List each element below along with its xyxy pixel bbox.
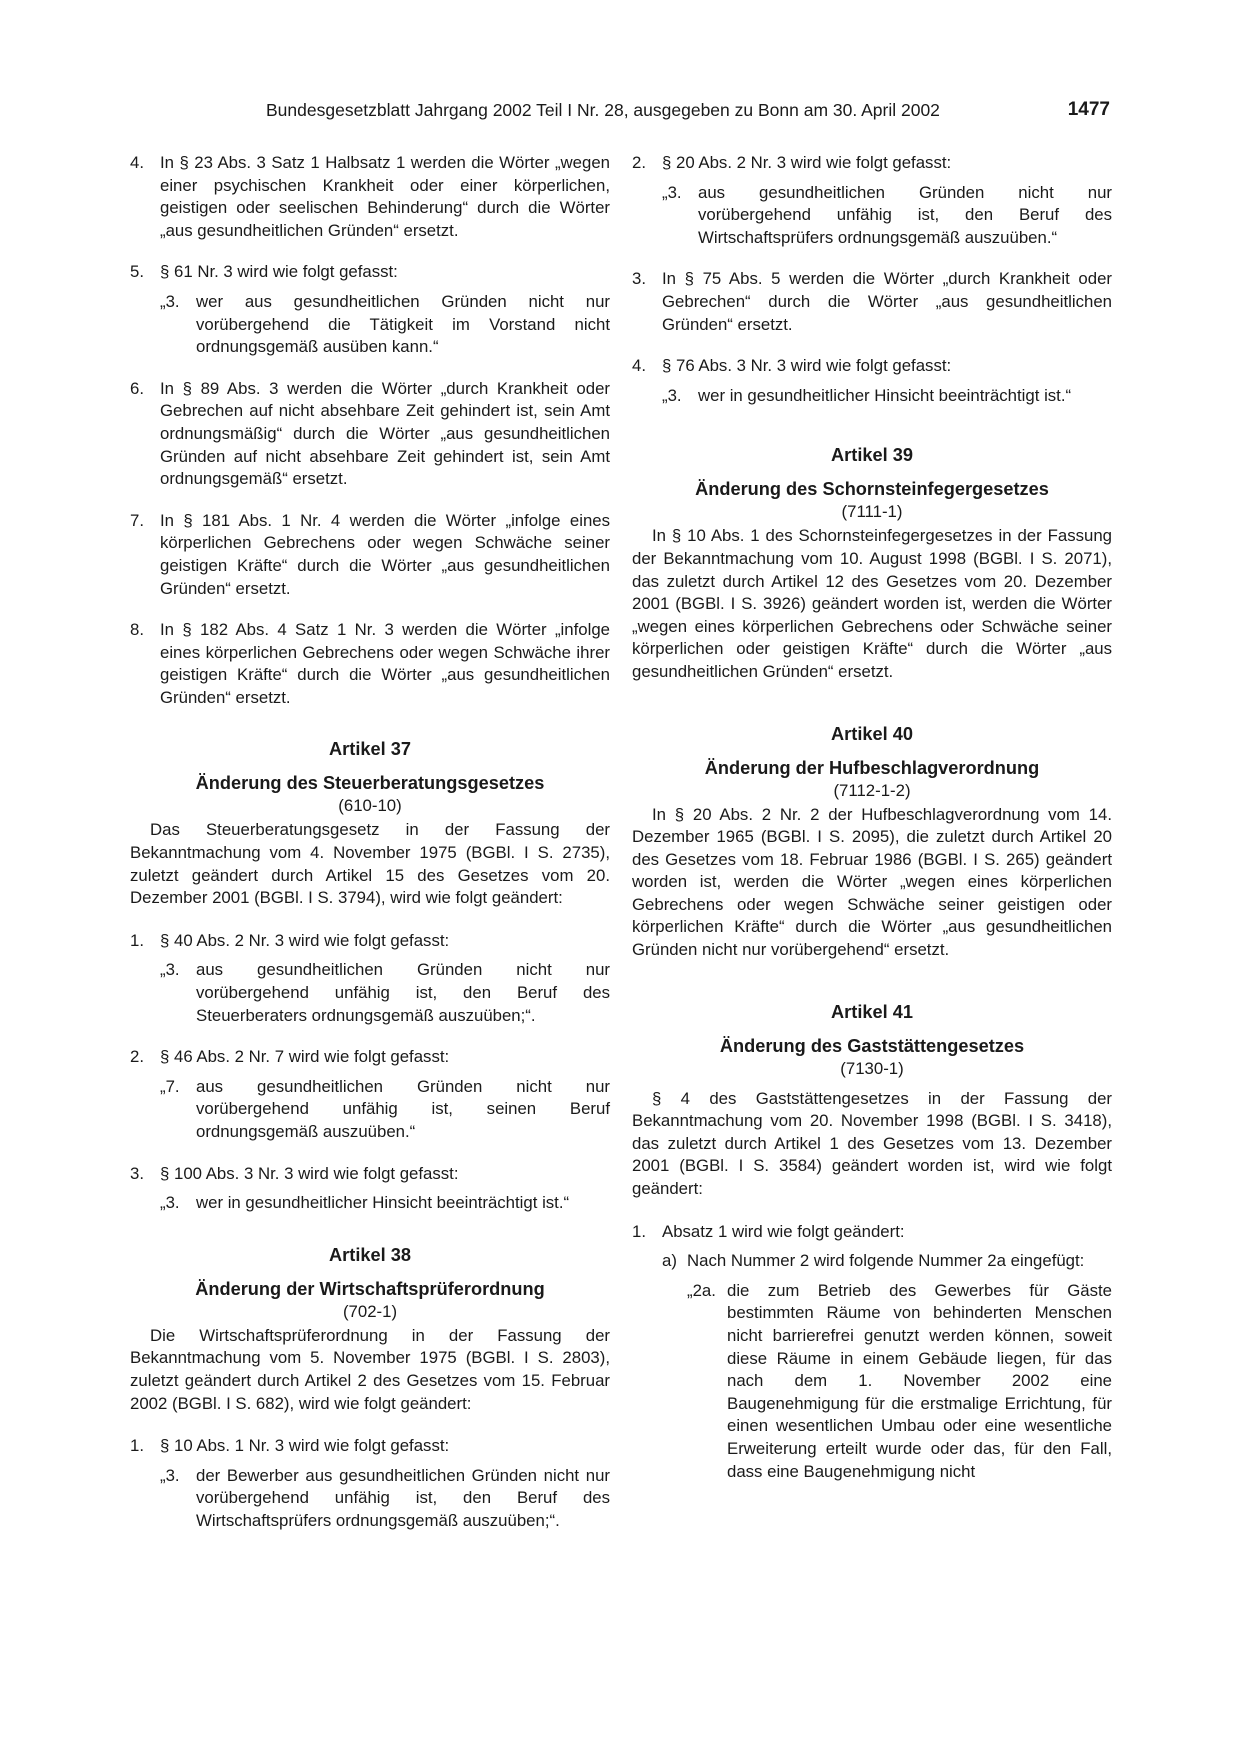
item-text: § 46 Abs. 2 Nr. 7 wird wie folgt gefasst: [160, 1047, 450, 1067]
list-item [130, 510, 610, 600]
article-intro: Die Wirtschaftsprüferordnung in der Fassung der Bekanntmachung vom 5. November 1975 (BGBl. I S. 2803), zuletzt geändert durch Artikel 2 des Gesetzes vom 15. Februar 2002 (BGBl. I S. 682), wird wie folgt geändert: [130, 1325, 610, 1413]
article-intro: Das Steuerberatungsgesetz in der Fassung der Bekanntmachung vom 4. November 1975 (BGBl. I S. 2735), zuletzt geändert durch Artikel 15 des Gesetzes vom 20. Dezember 2001 (BGBl. I S. 3794), wird wie folgt geändert: [130, 820, 610, 908]
quote-text: wer aus gesundheitlichen Gründen nicht nur vorübergehend die Tätigkeit im Vorstand nicht ordnungsgemäß ausüben kann.“ [196, 291, 610, 357]
quote-text: wer in gesundheitlicher Hinsicht beeinträchtigt ist.“ [698, 385, 1072, 405]
article-title: Artikel 38 [329, 1244, 411, 1265]
item-text: In § 182 Abs. 4 Satz 1 Nr. 3 werden die Wörter „infolge eines körperlichen Gebrechens oder wegen Schwäche ihrer geistigen Kräfte“ durch die Wörter „aus gesundheitlichen Gründen“ ersetzt. [160, 620, 610, 707]
item-text: Absatz 1 wird wie folgt geändert: [662, 1221, 905, 1241]
article-title: Artikel 41 [831, 1001, 913, 1022]
article-title: Artikel 40 [831, 723, 913, 744]
item-number: 2. [130, 1047, 144, 1067]
article-heading: Änderung des Gaststättengesetzes [719, 1035, 1025, 1056]
quoted-text [130, 291, 610, 359]
item-number: 3. [130, 1163, 144, 1183]
article-41 [632, 1000, 1112, 1484]
item-number: 8. [130, 620, 144, 640]
item-text: § 76 Abs. 3 Nr. 3 wird wie folgt gefasst: [662, 356, 952, 376]
page-header [130, 100, 1110, 124]
item-number: 2. [632, 153, 646, 172]
article-code: (7130-1) [840, 1058, 904, 1078]
quote-number: „3. [160, 1465, 180, 1485]
quote-text: die zum Betrieb des Gewerbes für Gäste bestimmten Räume von behinderten Menschen nicht barrierefrei genutzt werden können, soweit diese Räume in einem Gebäude liegen, für das nach dem 1. November 2002 eine Baugenehmigung für die erstmalige Errichtung, für einen wesentlichen Umbau oder eine wesentliche Erweiterung erteilt wurde oder das, für den Fall, dass eine Baugenehmigung nicht [727, 1280, 1112, 1481]
right-column [632, 152, 1112, 1483]
quoted-text [130, 1076, 610, 1144]
article-title: Artikel 37 [329, 739, 411, 760]
item-number: 4. [632, 356, 646, 376]
quoted-text [632, 385, 1112, 408]
article-heading: Änderung des Schornsteinfegergesetzes [695, 479, 1049, 500]
sub-item-letter: a) [662, 1251, 677, 1271]
list-item [130, 1163, 610, 1186]
item-text: § 10 Abs. 1 Nr. 3 wird wie folgt gefasst: [160, 1436, 450, 1456]
article-40 [632, 722, 1112, 962]
article-intro: In § 20 Abs. 2 Nr. 2 der Hufbeschlagverordnung vom 14. Dezember 1965 (BGBl. I S. 2095), die zuletzt durch Artikel 20 des Gesetzes vom 18. Februar 1986 (BGBl. I S. 265) geändert worden ist, werden die Wörter „wegen eines körperlichen Gebrechens oder wegen Schwäche seiner geistigen oder körperlichen Kräfte“ durch die Wörter „aus gesundheitlichen Gründen nicht nur vorübergehend“ ersetzt. [632, 804, 1112, 960]
item-number: 1. [130, 1436, 144, 1456]
list-item [130, 1046, 610, 1069]
item-number: 1. [632, 1221, 646, 1241]
item-text: In § 75 Abs. 5 werden die Wörter „durch Krankheit oder Gebrechen“ durch die Wörter „aus gesundheitlichen Gründen“ ersetzt. [662, 269, 1112, 334]
list-item [130, 261, 610, 284]
item-number: 5. [130, 262, 144, 282]
article-39 [632, 443, 1112, 683]
sub-item [632, 1250, 1112, 1273]
item-number: 3. [632, 269, 646, 289]
article-code: (610-10) [338, 796, 402, 816]
item-text: In § 89 Abs. 3 werden die Wörter „durch Krankheit oder Gebrechen auf nicht absehbare Zeit gehindert ist, sein Amt ordnungsmäßig“ durch die Wörter „aus gesundheitlichen Gründen auf nicht absehbare Zeit gehindert ist, sein Amt ordnungsgemäß“ ersetzt. [160, 378, 610, 489]
list-item [130, 1435, 610, 1458]
list-item [130, 152, 610, 242]
article-heading: Änderung des Steuerberatungsgesetzes [195, 773, 545, 794]
quoted-text [130, 1465, 610, 1533]
quote-text: der Bewerber aus gesundheitlichen Gründen nicht nur vorübergehend unfähig ist, den Beruf des Wirtschaftsprüfers ordnungsgemäß auszuüben;“. [196, 1465, 610, 1530]
quote-text: aus gesundheitlichen Gründen nicht nur vorübergehend unfähig ist, den Beruf des Steuerberaters ordnungsgemäß auszuüben;“. [196, 960, 610, 1025]
quote-text: aus gesundheitlichen Gründen nicht nur vorübergehend unfähig ist, den Beruf des Wirtschaftsprüfers ordnungsgemäß auszuüben.“ [698, 182, 1112, 247]
item-number: 7. [130, 510, 144, 530]
list-item [632, 268, 1112, 336]
list-item [130, 619, 610, 709]
item-number: 4. [130, 153, 144, 172]
item-text: § 100 Abs. 3 Nr. 3 wird wie folgt gefasst: [160, 1163, 459, 1183]
header-title: Bundesgesetzblatt Jahrgang 2002 Teil I Nr. 28, ausgegeben zu Bonn am 30. April 2002 [266, 100, 940, 120]
page-number: 1477 [1067, 99, 1110, 120]
list-item [632, 355, 1112, 378]
quote-number: „3. [662, 182, 682, 202]
item-text: § 40 Abs. 2 Nr. 3 wird wie folgt gefasst: [160, 930, 450, 950]
list-item [130, 930, 610, 953]
item-number: 6. [130, 378, 144, 398]
quoted-text [130, 959, 610, 1027]
article-code: (7111-1) [841, 502, 903, 522]
article-37 [130, 737, 610, 1214]
article-intro: § 4 des Gaststättengesetzes in der Fassung der Bekanntmachung vom 20. November 1998 (BGBl. I S. 3418), das zuletzt durch Artikel 1 des Gesetzes vom 13. Dezember 2001 (BGBl. I S. 3584) geändert worden ist, wird wie folgt geändert: [632, 1088, 1112, 1199]
item-text: § 20 Abs. 2 Nr. 3 wird wie folgt gefasst: [662, 153, 952, 172]
quote-text: wer in gesundheitlicher Hinsicht beeinträchtigt ist.“ [196, 1193, 570, 1213]
article-code: (7112-1-2) [833, 780, 911, 800]
list-item [130, 378, 610, 491]
list-item [632, 1221, 1112, 1244]
quoted-text [130, 1192, 610, 1215]
sub-item-text: Nach Nummer 2 wird folgende Nummer 2a eingefügt: [687, 1251, 1085, 1271]
quote-number: „3. [160, 1193, 180, 1213]
article-title: Artikel 39 [831, 445, 913, 466]
article-heading: Änderung der Hufbeschlagverordnung [704, 757, 1040, 778]
article-38 [130, 1243, 610, 1533]
article-intro: In § 10 Abs. 1 des Schornsteinfegergesetzes in der Fassung der Bekanntmachung vom 10. August 1998 (BGBl. I S. 2071), das zuletzt durch Artikel 12 des Gesetzes vom 20. Dezember 2001 (BGBl. I S. 3926) geändert worden ist, werden die Wörter „wegen eines körperlichen Gebrechens oder Schwäche seiner körperlichen oder geistigen Kräfte“ durch die Wörter „aus gesundheitlichen Gründen“ ersetzt. [632, 526, 1112, 681]
quote-text: aus gesundheitlichen Gründen nicht nur vorübergehend unfähig ist, seinen Beruf ordnungsgemäß auszuüben.“ [196, 1076, 610, 1141]
quote-number: „2a. [687, 1280, 716, 1300]
quote-number: „3. [160, 960, 180, 980]
quote-number: „3. [662, 385, 682, 405]
item-text: In § 181 Abs. 1 Nr. 4 werden die Wörter „infolge eines körperlichen Gebrechens oder wegen Schwäche seiner geistigen Kräfte“ durch die Wörter „aus gesundheitlichen Gründen“ ersetzt. [160, 510, 610, 598]
left-column [130, 152, 610, 1533]
item-number: 1. [130, 930, 144, 950]
article-code: (702-1) [342, 1301, 398, 1321]
list-item [632, 152, 1112, 175]
quoted-text [632, 1280, 1112, 1483]
article-heading: Änderung der Wirtschaftsprüferordnung [195, 1278, 545, 1299]
quote-number: „3. [160, 291, 180, 311]
quote-number: „7. [160, 1076, 180, 1096]
quoted-text [632, 182, 1112, 250]
item-text: In § 23 Abs. 3 Satz 1 Halbsatz 1 werden die Wörter „wegen einer psychischen Krankheit oder einer körperlichen, geistigen oder seelischen Behinderung“ durch die Wörter „aus gesundheitlichen Gründen“ ersetzt. [160, 153, 610, 240]
item-text: § 61 Nr. 3 wird wie folgt gefasst: [160, 262, 398, 282]
